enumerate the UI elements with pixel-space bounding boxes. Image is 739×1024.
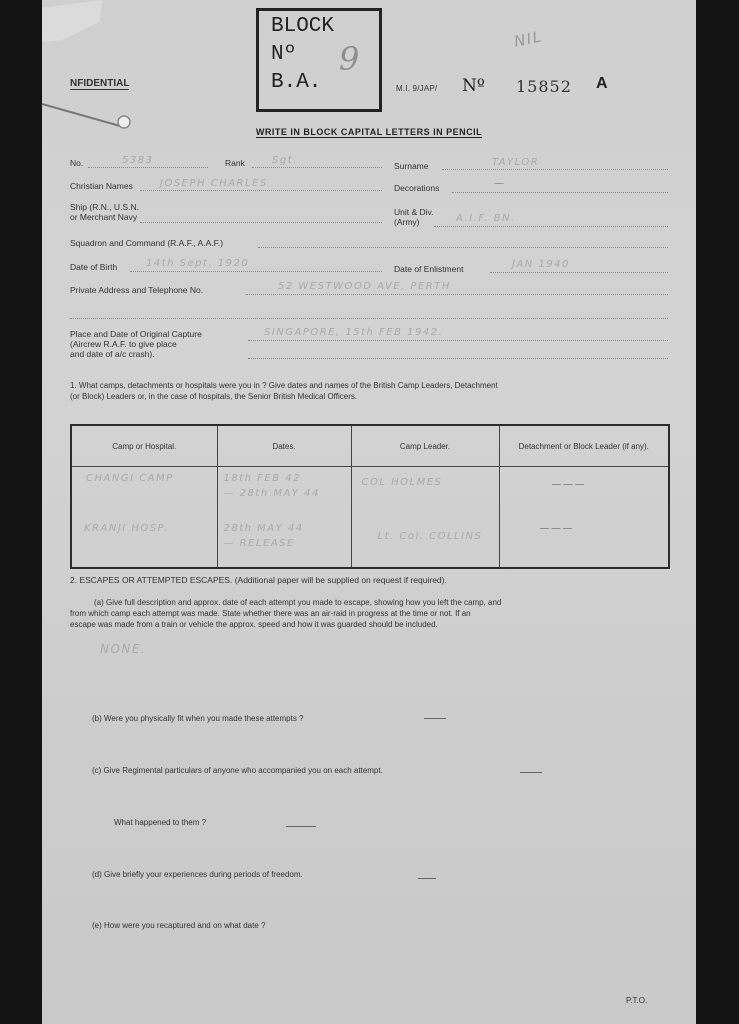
unit-label-1: Unit & Div. bbox=[394, 207, 434, 217]
address-value: 52 WESTWOOD AVE, PERTH bbox=[278, 281, 451, 292]
dates-cell-line1: 18th FEB 42 bbox=[223, 473, 301, 484]
serial-suffix: A bbox=[596, 75, 608, 92]
detachment-cell: ——— bbox=[539, 523, 574, 534]
leader-cell: COL HOLMES bbox=[361, 477, 443, 488]
block-stamp bbox=[256, 8, 382, 112]
unit-label-2: (Army) bbox=[394, 217, 420, 227]
column-header: Camp Leader. bbox=[351, 425, 499, 467]
handwritten-nil: NIL bbox=[512, 27, 545, 51]
dates-cell-line2: — RELEASE bbox=[223, 538, 295, 549]
serial-number: 15852 bbox=[516, 77, 572, 96]
capture-label-2: (Aircrew R.A.F. to give place bbox=[70, 339, 177, 349]
no-value: 5383 bbox=[122, 155, 154, 166]
decorations-label: Decorations bbox=[394, 183, 440, 193]
table-header-row bbox=[71, 425, 669, 467]
section2-a-line1: (a) Give full description and approx. date of each attempt you made to escape, showing how you left the camp, and bbox=[94, 598, 502, 607]
christian-names-label: Christian Names bbox=[70, 181, 133, 191]
dob-label: Date of Birth bbox=[70, 262, 118, 272]
camp-cell: CHANGI CAMP bbox=[86, 473, 174, 484]
section2-c-what-happened: What happened to them ? bbox=[114, 818, 207, 827]
capture-label-1: Place and Date of Original Capture bbox=[70, 329, 202, 339]
enlistment-label: Date of Enlistment bbox=[394, 264, 464, 274]
section1-question-line1: 1. What camps, detachments or hospitals were you in ? Give dates and names of the British Camp Leaders, Detachment bbox=[70, 381, 498, 390]
ship-label-1: Ship (R.N., U.S.N. bbox=[70, 202, 139, 212]
decorations-value: — bbox=[494, 178, 506, 189]
staple-pin-image bbox=[42, 0, 132, 140]
section2-a-line3: escape was made from a train or vehicle the approx. speed and how it was guarded should be included. bbox=[70, 620, 438, 629]
column-header: Detachment or Block Leader (if any). bbox=[499, 425, 669, 467]
table-row bbox=[71, 517, 669, 568]
rank-value: Sgt. bbox=[272, 155, 298, 166]
form-ref: M.I. 9/JAP/ bbox=[396, 84, 438, 93]
detachment-cell: ——— bbox=[551, 479, 586, 490]
section2-e: (e) How were you recaptured and on what date ? bbox=[92, 921, 266, 930]
dates-cell-line2: — 28th MAY 44 bbox=[223, 488, 320, 499]
section2-a-line2: from which camp each attempt was made. State whether there was an air-raid in progress at the time or not. If an bbox=[70, 609, 471, 618]
section1-question-line2: (or Block) Leaders or, in the case of hospitals, the Senior British Medical Officers. bbox=[70, 392, 358, 401]
capture-label-3: and date of a/c crash). bbox=[70, 349, 155, 359]
column-header: Dates. bbox=[217, 425, 351, 467]
camps-table bbox=[70, 424, 670, 569]
section2-a-answer: NONE. bbox=[100, 642, 147, 656]
ship-label-2: or Merchant Navy bbox=[70, 212, 138, 222]
rank-label: Rank bbox=[225, 158, 245, 168]
section2-c: (c) Give Regimental particulars of anyone who accompanied you on each attempt. bbox=[92, 766, 383, 775]
leader-cell: Lt. Col. COLLINS bbox=[377, 531, 483, 542]
table-row bbox=[71, 467, 669, 518]
block-stamp-line2: Nº bbox=[271, 43, 297, 66]
instruction-heading: WRITE IN BLOCK CAPITAL LETTERS IN PENCIL bbox=[255, 127, 483, 137]
dates-cell-line1: 28th MAY 44 bbox=[223, 523, 304, 534]
section2-b: (b) Were you physically fit when you made these attempts ? bbox=[92, 714, 304, 723]
serial-no-label: Nº bbox=[462, 76, 485, 96]
surname-label: Surname bbox=[394, 161, 429, 171]
capture-value: SINGAPORE, 15th FEB 1942. bbox=[264, 327, 444, 338]
section2-d: (d) Give briefly your experiences during periods of freedom. bbox=[92, 870, 303, 879]
camp-cell: KRANJI HOSP. bbox=[84, 523, 169, 534]
address-label: Private Address and Telephone No. bbox=[70, 285, 204, 295]
surname-value: TAYLOR bbox=[492, 157, 540, 168]
block-stamp-line3: B.A. bbox=[271, 71, 322, 94]
enlistment-value: JAN 1940 bbox=[512, 259, 570, 270]
squadron-label: Squadron and Command (R.A.F., A.A.F.) bbox=[70, 238, 224, 248]
confidential-label: NFIDENTIAL bbox=[70, 78, 130, 89]
christian-names-value: JOSEPH CHARLES bbox=[160, 178, 268, 189]
pto-label: P.T.O. bbox=[626, 996, 648, 1005]
block-handwritten-number: 9 bbox=[339, 40, 360, 78]
no-label: No. bbox=[70, 158, 84, 168]
document-page bbox=[42, 0, 696, 1024]
dob-value: 14th Sept. 1920 bbox=[146, 258, 250, 269]
column-header: Camp or Hospital. bbox=[71, 425, 217, 467]
section2-heading: 2. ESCAPES OR ATTEMPTED ESCAPES. (Additional paper will be supplied on request if required). bbox=[70, 575, 447, 585]
block-stamp-line1: BLOCK bbox=[271, 15, 335, 38]
unit-value: A.I.F. BN. bbox=[456, 213, 516, 224]
